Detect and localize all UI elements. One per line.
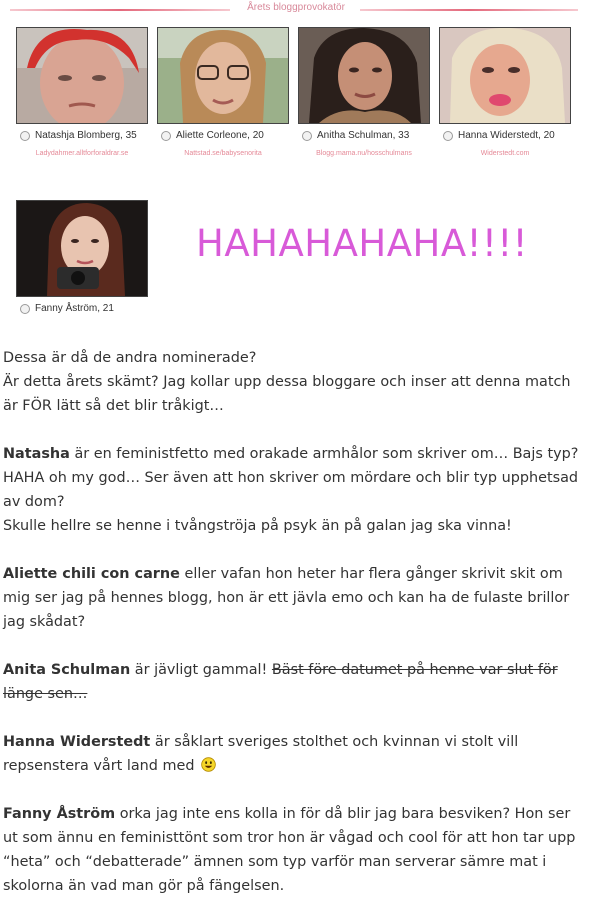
paragraph-text: är en feministfetto med orakade armhålor som skriver om… Bajs typ? HAHA oh my god… Ser även att hon skriver om mördare och blir typ upphetsad av dom? <box>3 446 579 510</box>
paragraph-text: är jävligt gammal! <box>130 662 272 678</box>
aliette-paragraph <box>3 562 588 634</box>
natasha-paragraph <box>3 442 588 538</box>
nominee-heading: Anita Schulman <box>3 662 131 678</box>
overlay-laugh-text: HAHAHAHAHA!!!! <box>196 222 528 265</box>
nominee-photo <box>439 27 571 124</box>
smiley-icon <box>201 757 216 772</box>
nominee-card <box>157 27 289 157</box>
nominee-caption[interactable] <box>298 130 430 141</box>
nominee-name: Natashja Blomberg, 35 <box>35 130 137 141</box>
vote-radio[interactable] <box>302 131 312 141</box>
nominee-heading: Fanny Åström <box>3 806 116 822</box>
paragraph-text: orka jag inte ens kolla in för då blir jag bara besviken? Hon ser ut som ännu en feministtönt som tror hon är vågad och cool för att hon tar upp “heta” och “debatterade” ämnen som typ varför man serverar sämre mat i skolorna än vad man gör på fängelsen. <box>3 806 576 894</box>
nominee-heading: Aliette chili con carne <box>3 566 180 582</box>
nominee-caption[interactable] <box>16 130 148 141</box>
nominee-heading: Hanna Widerstedt <box>3 734 151 750</box>
nominee-card <box>439 27 571 157</box>
nominee-blog-link[interactable]: Blogg.mama.nu/hosschulmans <box>316 150 412 157</box>
paragraph-text: Skulle hellre se henne i tvångströja på psyk än på galan jag ska vinna! <box>3 518 512 534</box>
nominee-card <box>16 200 148 314</box>
intro-paragraph <box>3 346 588 418</box>
title-divider-right <box>360 9 578 11</box>
nominee-caption[interactable] <box>157 130 289 141</box>
nominee-heading: Natasha <box>3 446 70 462</box>
paragraph-text: är såklart sveriges stolthet och kvinnan vi stolt vill repsenstera vårt land med <box>3 734 519 774</box>
anita-paragraph <box>3 658 588 706</box>
nominee-card <box>298 27 430 157</box>
nominee-name: Fanny Åström, 21 <box>35 303 114 314</box>
nominee-photo <box>16 200 148 297</box>
nominee-name: Aliette Corleone, 20 <box>176 130 264 141</box>
nominee-caption[interactable] <box>439 130 571 141</box>
nominee-panel-image <box>0 0 592 326</box>
paragraph-text: eller vafan hon heter har flera gånger skrivit skit om mig ser jag på hennes blogg, hon är ett jävla emo och kan ha de fulaste brillor jag skådat? <box>3 566 570 630</box>
vote-radio[interactable] <box>161 131 171 141</box>
nominee-name: Anitha Schulman, 33 <box>317 130 410 141</box>
nominee-blog-link[interactable]: Ladydahmer.alltforforaldrar.se <box>35 150 129 157</box>
panel-title-text: Årets bloggprovokatör <box>247 2 345 13</box>
article-body <box>3 346 588 905</box>
nominee-blog-link[interactable]: Widerstedt.com <box>480 150 530 157</box>
intro-line: Är detta årets skämt? Jag kollar upp dessa bloggare och inser att denna match är FÖR lätt så det blir tråkigt… <box>3 374 571 414</box>
fanny-paragraph <box>3 802 588 898</box>
vote-radio[interactable] <box>20 131 30 141</box>
nominee-name: Hanna Widerstedt, 20 <box>458 130 555 141</box>
nominee-photo <box>298 27 430 124</box>
vote-radio[interactable] <box>20 304 30 314</box>
nominee-card <box>16 27 148 157</box>
nominee-blog-link[interactable]: Nattstad.se/babysenorita <box>184 150 262 157</box>
strikethrough-text: Bäst före datumet på henne var slut för länge sen… <box>3 662 558 702</box>
intro-line: Dessa är då de andra nominerade? <box>3 350 257 366</box>
nominee-photo <box>16 27 148 124</box>
nominee-photo <box>157 27 289 124</box>
vote-radio[interactable] <box>443 131 453 141</box>
panel-title <box>0 0 592 20</box>
nominee-caption[interactable] <box>16 303 148 314</box>
hanna-paragraph <box>3 730 588 778</box>
